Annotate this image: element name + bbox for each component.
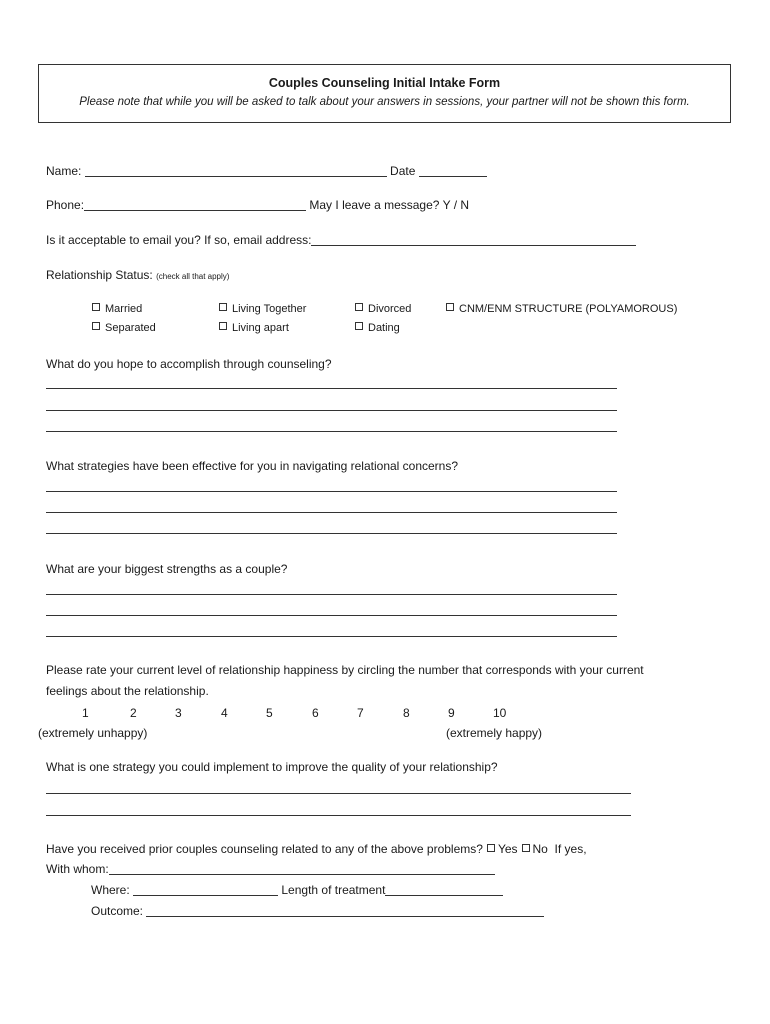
question-prior: Have you received prior couples counseling related to any of the above problems? (46, 842, 483, 856)
option-dating[interactable] (355, 322, 400, 334)
answer-line[interactable] (46, 636, 617, 637)
rating-3[interactable]: 3 (175, 706, 182, 720)
form-header (38, 64, 731, 123)
answer-line[interactable] (46, 512, 617, 513)
checkbox-icon[interactable] (92, 303, 100, 311)
rating-5[interactable]: 5 (266, 706, 273, 720)
option-label: Living Together (232, 303, 307, 315)
option-married[interactable] (92, 303, 142, 315)
option-separated[interactable] (92, 322, 156, 334)
message-question: May I leave a message? Y / N (309, 198, 470, 212)
outcome-label: Outcome: (91, 904, 144, 918)
answer-line[interactable] (46, 388, 617, 389)
phone-input[interactable] (84, 200, 306, 211)
checkbox-icon[interactable] (92, 322, 100, 330)
option-living-apart[interactable] (219, 322, 289, 334)
with-whom-label: With whom: (46, 862, 109, 876)
phone-label: Phone: (46, 198, 85, 212)
answer-line[interactable] (46, 410, 617, 411)
name-label: Name: (46, 164, 82, 178)
option-cnm-enm[interactable] (446, 303, 677, 315)
checkbox-icon[interactable] (355, 303, 363, 311)
option-label: CNM/ENM STRUCTURE (POLYAMOROUS) (459, 303, 678, 315)
length-label: Length of treatment (281, 883, 386, 897)
scale-high-label: (extremely happy) (446, 726, 543, 740)
question-rating-line2: feelings about the relationship. (46, 684, 209, 698)
option-label: Married (105, 303, 143, 315)
rating-4[interactable]: 4 (221, 706, 228, 720)
outcome-row (91, 904, 544, 918)
where-row (91, 883, 503, 897)
date-label: Date (390, 164, 416, 178)
rating-2[interactable]: 2 (130, 706, 137, 720)
rating-9[interactable]: 9 (448, 706, 455, 720)
with-whom-row (46, 862, 495, 876)
answer-line[interactable] (46, 615, 617, 616)
rating-1[interactable]: 1 (82, 706, 89, 720)
email-label: Is it acceptable to email you? If so, email address: (46, 233, 312, 247)
checkbox-icon[interactable] (355, 322, 363, 330)
option-label: Divorced (368, 303, 412, 315)
question-strengths: What are your biggest strengths as a couple? (46, 562, 288, 576)
yes-checkbox[interactable] (487, 844, 495, 852)
relationship-hint: (check all that apply) (156, 272, 230, 281)
checkbox-icon[interactable] (446, 303, 454, 311)
relationship-label: Relationship Status: (46, 268, 153, 282)
rating-6[interactable]: 6 (312, 706, 319, 720)
question-goals: What do you hope to accomplish through counseling? (46, 357, 332, 371)
with-whom-input[interactable] (109, 864, 495, 875)
if-yes-label: If yes, (554, 842, 587, 856)
question-improve: What is one strategy you could implement to improve the quality of your relationship? (46, 760, 498, 774)
option-label: Separated (105, 322, 156, 334)
rating-8[interactable]: 8 (403, 706, 410, 720)
rating-7[interactable]: 7 (357, 706, 364, 720)
no-checkbox[interactable] (522, 844, 530, 852)
email-row (46, 233, 636, 247)
name-date-row (46, 164, 487, 178)
question-strategies: What strategies have been effective for you in navigating relational concerns? (46, 459, 459, 473)
option-living-together[interactable] (219, 303, 306, 315)
relationship-status-row (46, 268, 229, 282)
form-note: Please note that while you will be asked to talk about your answers in sessions, your partner will not be shown this form. (79, 96, 690, 108)
checkbox-icon[interactable] (219, 303, 227, 311)
rating-10[interactable]: 10 (493, 706, 507, 720)
answer-line[interactable] (46, 793, 631, 794)
phone-row (46, 198, 469, 212)
answer-line[interactable] (46, 815, 631, 816)
length-input[interactable] (385, 885, 503, 896)
outcome-input[interactable] (146, 906, 544, 917)
answer-line[interactable] (46, 594, 617, 595)
option-label: Living apart (232, 322, 289, 334)
email-input[interactable] (311, 235, 636, 246)
option-divorced[interactable] (355, 303, 411, 315)
date-input[interactable] (419, 166, 487, 177)
answer-line[interactable] (46, 431, 617, 432)
where-input[interactable] (133, 885, 278, 896)
prior-counseling-row (46, 842, 587, 856)
where-label: Where: (91, 883, 130, 897)
name-input[interactable] (85, 166, 387, 177)
answer-line[interactable] (46, 533, 617, 534)
form-title: Couples Counseling Initial Intake Form (268, 76, 501, 90)
option-label: Dating (368, 322, 400, 334)
yes-label: Yes (497, 842, 518, 856)
checkbox-icon[interactable] (219, 322, 227, 330)
question-rating-line1: Please rate your current level of relationship happiness by circling the number that corresponds with your current (46, 663, 644, 677)
scale-low-label: (extremely unhappy) (38, 726, 148, 740)
answer-line[interactable] (46, 491, 617, 492)
no-label: No (532, 842, 548, 856)
